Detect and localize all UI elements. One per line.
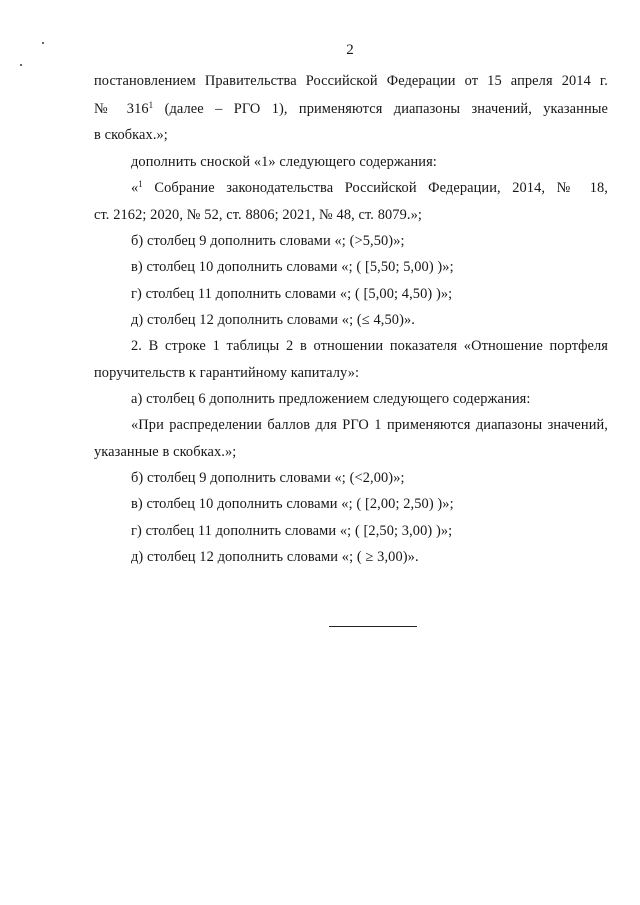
list-item: а) столбец 6 дополнить предложением следующего содержания: <box>131 391 531 407</box>
list-item: в) столбец 10 дополнить словами «; ( [2,00; 2,50) )»; <box>131 496 454 512</box>
list-item: б) столбец 9 дополнить словами «; (<2,00)»; <box>131 470 405 486</box>
paragraph-line: «При распределении баллов для РГО 1 применяются диапазоны значений, <box>131 417 608 433</box>
end-rule <box>329 626 417 627</box>
footnote-ref: 1 <box>148 100 154 110</box>
paragraph-line <box>94 101 608 117</box>
paragraph-line: в скобках.»; <box>94 127 168 143</box>
text-fragment: (далее – РГО 1), применяются диапазоны значений, указанные <box>153 101 608 117</box>
paragraph: дополнить сноской «1» следующего содержания: <box>131 154 437 170</box>
list-item: д) столбец 12 дополнить словами «; ( ≥ 3,00)». <box>131 549 419 565</box>
list-item: г) столбец 11 дополнить словами «; ( [2,50; 3,00) )»; <box>131 523 453 539</box>
scan-mark <box>20 64 22 66</box>
text-fragment: Собрание законодательства Российской Федерации, 2014, № 18, <box>142 180 608 196</box>
text-fragment: № 316 <box>94 101 149 117</box>
paragraph-line: постановлением Правительства Российской Федерации от 15 апреля 2014 г. <box>94 73 608 89</box>
paragraph-line <box>131 180 608 196</box>
paragraph-line: ст. 2162; 2020, № 52, ст. 8806; 2021, № 48, ст. 8079.»; <box>94 207 422 223</box>
paragraph-line: указанные в скобках.»; <box>94 444 237 460</box>
paragraph-line: поручительств к гарантийному капиталу»: <box>94 365 360 381</box>
page-number: 2 <box>346 42 354 58</box>
paragraph-line: 2. В строке 1 таблицы 2 в отношении показателя «Отношение портфеля <box>131 338 608 354</box>
list-item: д) столбец 12 дополнить словами «; (≤ 4,50)». <box>131 312 415 328</box>
list-item: в) столбец 10 дополнить словами «; ( [5,50; 5,00) )»; <box>131 259 454 275</box>
list-item: б) столбец 9 дополнить словами «; (>5,50)»; <box>131 233 405 249</box>
footnote-ref: 1 <box>138 179 143 189</box>
list-item: г) столбец 11 дополнить словами «; ( [5,00; 4,50) )»; <box>131 286 453 302</box>
text-fragment: « <box>131 180 139 196</box>
